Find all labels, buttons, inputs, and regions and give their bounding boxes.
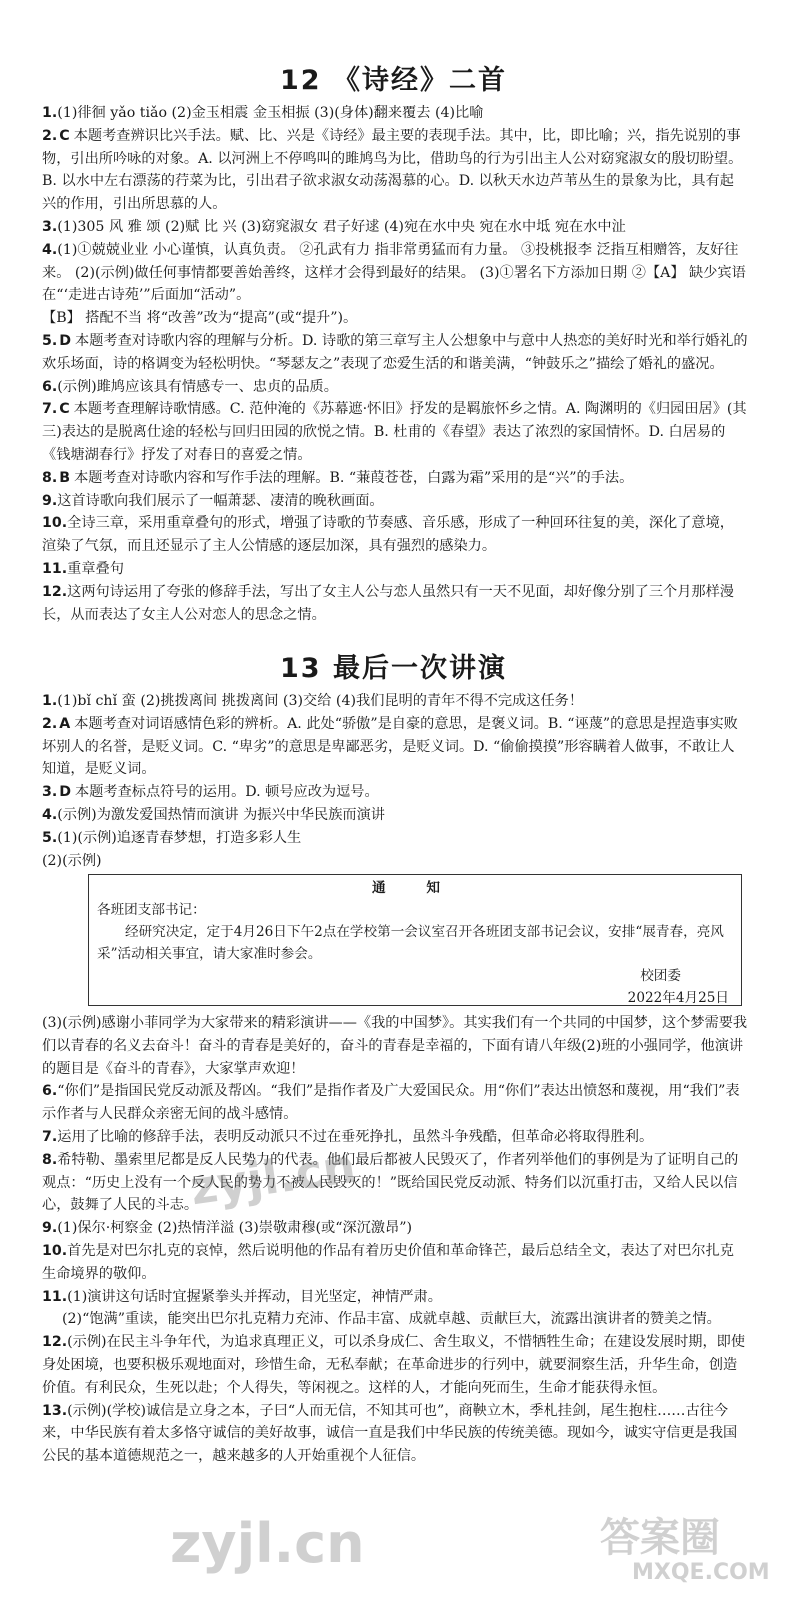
answer-item [42, 239, 748, 307]
notice-salutation: 各班团支部书记： [97, 902, 206, 918]
answer-choice: D [59, 784, 72, 801]
question-number: 4. [42, 806, 58, 823]
answer-text: 【B】 搭配不当 将“改善”改为“提高”(或“提升”)。 [42, 310, 358, 327]
question-number: 3. [42, 784, 58, 801]
answer-text: (3)(示例)感谢小菲同学为大家带来的精彩演讲——《我的中国梦》。其实我们有一个共同的中国梦，这个梦需要我们以青春的名义去奋斗！奋斗的青春是美好的，奋斗的青春是幸福的，下面有请八年级(2)班的小强同学，他演讲的题目是《奋斗的青春》，大家掌声欢迎！ [42, 1015, 748, 1077]
answer-text: 本题考查对诗歌内容的理解与分析。D. 诗歌的第三章写主人公想象中与意中人热恋的美好时光和举行婚礼的欢乐场面，诗的格调变为轻松明快。“琴瑟友之”表现了恋爱生活的和谐美满，“钟鼓乐之”描绘了婚礼的盛况。 [42, 332, 748, 372]
answer-item [42, 1217, 748, 1240]
answer-item [42, 376, 748, 399]
answer-text: (1)①兢兢业业 小心谨慎，认真负责。 ②孔武有力 指非常勇猛而有力量。 ③投桃报李 泛指互相赠答，友好往来。 (2)(示例)做任何事情都要善始善终，这样才会得到最好的结果。 (3)①署名下方添加日期 ②【A】 缺少宾语 在“‘走进古诗苑’”后面加“活动”。 [42, 241, 746, 304]
question-number: 2. [42, 715, 58, 732]
question-number: 1. [42, 693, 58, 709]
question-number: 9. [42, 1220, 58, 1237]
answer-item [42, 1126, 748, 1149]
answer-text: (示例)(学校)诚信是立身之本，子曰“人而无信，不知其可也”，商鞅立木，季札挂剑，尾生抱柱……古往今来，中华民族有着太多恪守诚信的美好故事，诚信一直是我们中华民族的传统美德。现如今，诚实守信更是我国公民的基本道德规范之一，越来越多的人开始重视个人征信。 [42, 1402, 738, 1465]
notice-title: 通 知 [372, 880, 458, 896]
notice-signature: 校团委 [640, 968, 681, 984]
question-number: 10. [42, 515, 68, 532]
answer-item [42, 713, 748, 781]
answer-text: 首先是对巴尔扎克的哀悼，然后说明他的作品有着历史价值和革命锋芒，最后总结全文，表达了对巴尔扎克生命境界的敬仰。 [42, 1242, 734, 1282]
answer-item [42, 398, 748, 466]
question-number: 1. [42, 105, 58, 121]
question-number: 11. [42, 1288, 68, 1305]
section-12-answers [42, 102, 748, 626]
answer-text: 希特勒、墨索里尼都是反人民势力的代表。他们最后都被人民毁灭了，作者列举他们的事例是为了证明自己的观点：“历史上没有一个反人民的势力不被人民毁灭的！”既给国民党反动派、特务们以沉重打击，又给人民以信心，鼓舞了人民的斗志。 [42, 1151, 739, 1214]
question-number: 12. [42, 1334, 68, 1351]
answer-item [42, 1308, 748, 1331]
notice-body: 经研究决定，定于4月26日下午2点在学校第一会议室召开各班团支部书记会议，安排“展青春，亮风采”活动相关事宜，请大家准时参会。 [97, 924, 724, 962]
answer-text: 这两句诗运用了夸张的修辞手法，写出了女主人公与恋人虽然只有一天不见面，却好像分别了三个月那样漫长，从而表达了女主人公对恋人的思念之情。 [42, 583, 734, 623]
answer-text: 本题考查对词语感情色彩的辨析。A. 此处“骄傲”是自豪的意思，是褒义词。B. “诬蔑”的意思是捏造事实败坏别人的名誉，是贬义词。C. “卑劣”的意思是卑鄙恶劣，是贬义词。D. “偷偷摸摸”形容瞒着人做事，不敢让人知道，是贬义词。 [42, 715, 738, 778]
answer-choice: D [59, 332, 72, 349]
answer-item [42, 1080, 748, 1126]
answer-item [42, 330, 748, 376]
question-number: 11. [42, 560, 68, 577]
answer-text: 本题考查标点符号的运用。D. 顿号应改为逗号。 [75, 784, 379, 801]
answer-text: (1)bǐ chǐ 蛮 (2)挑拨离间 挑拨离间 (3)交给 (4)我们昆明的青年不得不完成这任务！ [57, 693, 584, 709]
answer-text: (2)(示例) [42, 852, 102, 869]
answer-choice: C [59, 127, 70, 144]
question-number: 12. [42, 583, 68, 600]
answer-item [42, 1400, 748, 1468]
answer-item [42, 1149, 748, 1217]
answer-text: 这首诗歌向我们展示了一幅萧瑟、凄清的晚秋画面。 [57, 492, 384, 509]
answer-choice: C [59, 401, 70, 418]
answer-text: (示例)雎鸠应该具有情感专一、忠贞的品质。 [57, 378, 338, 395]
answer-text: “你们”是指国民党反动派及帮凶。“我们”是指作者及广大爱国民众。用“你们”表达出愤怒和蔑视，用“我们”表示作者与人民群众亲密无间的战斗感情。 [42, 1083, 740, 1123]
answer-item [42, 827, 748, 850]
question-number: 6. [42, 378, 58, 395]
answer-text: 本题考查理解诗歌情感。C. 范仲淹的《苏幕遮·怀旧》抒发的是羁旅怀乡之情。A. 陶渊明的《归园田居》(其三)表达的是脱离仕途的轻松与回归田园的欣悦之情。B. 杜甫的《春望》表达了浓烈的家国情怀。D. 白居易的《钱塘湖春行》抒发了对春日的喜爱之情。 [42, 401, 747, 463]
answer-item [42, 512, 748, 558]
question-number: 5. [42, 332, 58, 349]
watermark-mxqe: MXQE.COM [632, 1560, 770, 1585]
answer-item [42, 1331, 748, 1399]
answer-item [42, 125, 748, 216]
answer-text: (1)徘徊 yǎo tiǎo (2)金玉相震 金玉相振 (3)(身体)翻来覆去 (4)比喻 [57, 105, 484, 121]
answer-text: (1)(示例)追逐青春梦想，打造多彩人生 [57, 829, 302, 846]
question-number: 2. [42, 127, 58, 144]
question-number: 5. [42, 829, 58, 846]
answer-text: 全诗三章，采用重章叠句的形式，增强了诗歌的节奏感、音乐感，形成了一种回环往复的美，深化了意境，渲染了气氛，而且还显示了主人公情感的逐层加深，具有强烈的感染力。 [42, 515, 734, 555]
answer-item [42, 581, 748, 627]
answer-text: (示例)为激发爱国热情而演讲 为振兴中华民族而演讲 [57, 806, 385, 823]
question-number: 8. [42, 1151, 58, 1168]
question-number: 8. [42, 469, 58, 486]
notice-box [88, 874, 742, 1006]
question-number: 4. [42, 241, 58, 258]
answer-choice: A [59, 715, 71, 732]
answer-text: 重章叠句 [67, 560, 124, 577]
answer-item [42, 467, 748, 490]
answer-item [42, 1286, 748, 1309]
answer-item [42, 307, 748, 330]
answer-item [42, 690, 748, 713]
watermark-zyjl-top: zyjl.cn [187, 1138, 359, 1216]
answer-text: 运用了比喻的修辞手法，表明反动派只不过在垂死挣扎，虽然斗争残酷，但革命必将取得胜利。 [57, 1128, 654, 1145]
section-13-answers-part2 [42, 1012, 748, 1468]
answer-text: (2)“饱满”重读，能突出巴尔扎克精力充沛、作品丰富、成就卓越、贡献巨大，流露出演讲者的赞美之情。 [62, 1311, 721, 1328]
question-number: 7. [42, 401, 58, 418]
answer-item [42, 804, 748, 827]
answer-item [42, 1012, 748, 1080]
question-number: 13. [42, 1402, 68, 1419]
question-number: 9. [42, 492, 58, 509]
answer-item [42, 850, 748, 873]
section-13-answers-part1 [42, 690, 748, 872]
section-12-title: 12 《诗经》二首 [280, 65, 507, 96]
answer-text: (1)保尔·柯察金 (2)热情洋溢 (3)崇敬肃穆(或“深沉激昂”) [57, 1220, 413, 1237]
question-number: 6. [42, 1083, 58, 1100]
answer-item [42, 490, 748, 513]
notice-date: 2022年4月25日 [627, 990, 729, 1006]
answer-text: 本题考查辨识比兴手法。赋、比、兴是《诗经》最主要的表现手法。其中，比，即比喻；兴，指先说别的事物，引出所吟咏的对象。A. 以河洲上不停鸣叫的雎鸠鸟为比，借助鸟的行为引出主人公对窈窕淑女的殷切盼望。B. 以水中左右漂荡的荇菜为比，引出君子欲求淑女动荡渴慕的心。D. 以秋天水边芦苇丛生的景象为比，具有起兴的作用，引出所思慕的人。 [42, 127, 743, 213]
watermark-daanquan: 答案圈 [600, 1515, 720, 1561]
question-number: 3. [42, 218, 58, 235]
answer-item [42, 781, 748, 804]
answer-item [42, 216, 748, 239]
question-number: 7. [42, 1128, 58, 1145]
answer-text: 本题考查对诗歌内容和写作手法的理解。B. “蒹葭苍苍，白露为霜”采用的是“兴”的手法。 [74, 469, 634, 486]
answer-text: (示例)在民主斗争年代，为追求真理正义，可以杀身成仁、舍生取义，不惜牺牲生命；在建设发展时期，即使身处困境，也要积极乐观地面对，珍惜生命，无私奉献；在革命进步的行列中，就要洞察生活，升华生命，创造价值。有利民众，生死以赴；个人得失，等闲视之。这样的人，才能向死而生，生命才能获得永恒。 [42, 1334, 746, 1396]
question-number: 10. [42, 1242, 68, 1259]
answer-text: (1)演讲这句话时宜握紧拳头并挥动，目光坚定，神情严肃。 [67, 1288, 442, 1305]
section-13-title: 13 最后一次讲演 [280, 653, 507, 684]
answer-item [42, 558, 748, 581]
answer-choice: B [59, 469, 71, 486]
answer-text: (1)305 风 雅 颂 (2)赋 比 兴 (3)窈窕淑女 君子好逑 (4)宛在水中央 宛在水中坻 宛在水中沚 [57, 218, 626, 235]
watermark-zyjl-bottom: zyjl.cn [170, 1512, 365, 1575]
answer-item [42, 102, 748, 125]
answer-item [42, 1240, 748, 1286]
